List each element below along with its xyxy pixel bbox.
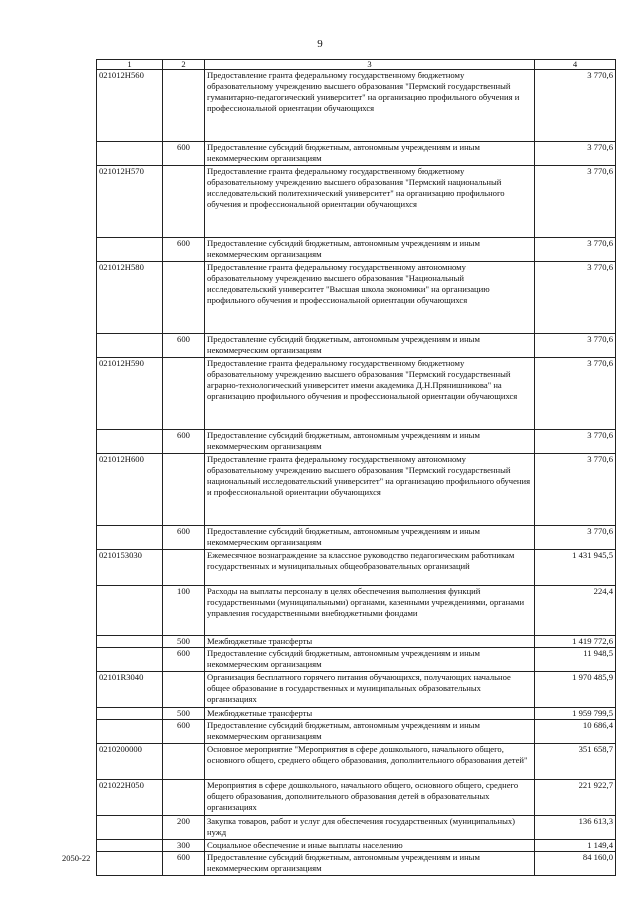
row-target-code (97, 852, 163, 876)
row-amount: 3 770,6 (535, 70, 616, 142)
row-amount: 224,4 (535, 586, 616, 636)
column-header-2: 2 (163, 60, 205, 70)
row-amount: 1 431 945,5 (535, 550, 616, 586)
row-name: Предоставление субсидий бюджетным, автономным учреждениям и иным некоммерческим организациям (205, 238, 535, 262)
row-expense-type (163, 744, 205, 780)
row-target-code (97, 840, 163, 852)
row-name: Предоставление субсидий бюджетным, автономным учреждениям и иным некоммерческим организациям (205, 430, 535, 454)
row-amount: 3 770,6 (535, 142, 616, 166)
row-amount: 3 770,6 (535, 526, 616, 550)
row-expense-type: 600 (163, 430, 205, 454)
row-amount: 3 770,6 (535, 358, 616, 430)
row-target-code (97, 430, 163, 454)
row-expense-type (163, 672, 205, 708)
row-expense-type: 500 (163, 708, 205, 720)
row-target-code: 021012Н600 (97, 454, 163, 526)
table-row (97, 780, 616, 816)
row-expense-type (163, 70, 205, 142)
row-target-code: 021012Н590 (97, 358, 163, 430)
row-amount: 1 149,4 (535, 840, 616, 852)
row-target-code: 021012Н580 (97, 262, 163, 334)
table-header-row (97, 60, 616, 70)
row-expense-type (163, 454, 205, 526)
row-expense-type (163, 166, 205, 238)
row-target-code (97, 142, 163, 166)
row-name: Мероприятия в сфере дошкольного, начального общего, основного общего, среднего общего образования, дополнительного образования детей в образовательных организациях (205, 780, 535, 816)
row-expense-type (163, 550, 205, 586)
row-amount: 3 770,6 (535, 334, 616, 358)
row-name: Организация бесплатного горячего питания обучающихся, получающих начальное общее образование в государственных и муниципальных образовательных организациях (205, 672, 535, 708)
row-target-code: 0210200000 (97, 744, 163, 780)
column-header-4: 4 (535, 60, 616, 70)
table-row (97, 142, 616, 166)
table-row (97, 708, 616, 720)
row-name: Закупка товаров, работ и услуг для обеспечения государственных (муниципальных) нужд (205, 816, 535, 840)
row-amount: 3 770,6 (535, 238, 616, 262)
row-target-code: 021012Н570 (97, 166, 163, 238)
row-expense-type: 200 (163, 816, 205, 840)
row-name: Предоставление субсидий бюджетным, автономным учреждениям и иным некоммерческим организациям (205, 142, 535, 166)
page-number: 9 (317, 38, 323, 50)
row-name: Предоставление субсидий бюджетным, автономным учреждениям и иным некоммерческим организациям (205, 852, 535, 876)
row-amount: 3 770,6 (535, 262, 616, 334)
row-expense-type: 600 (163, 648, 205, 672)
footer-document-code: 2050-22 (62, 853, 91, 863)
row-name: Ежемесячное вознаграждение за классное руководство педагогическим работникам государственных и муниципальных общеобразовательных организаций (205, 550, 535, 586)
row-target-code: 021022Н050 (97, 780, 163, 816)
table-row (97, 454, 616, 526)
row-expense-type: 600 (163, 142, 205, 166)
table-body (97, 70, 616, 876)
table-row (97, 852, 616, 876)
row-name: Предоставление гранта федеральному государственному бюджетному образовательному учреждению высшего образования "Пермский государственный аграрно-технологический университет имени академика Д.Н.Прянишникова" на организацию профильного обучения и профессиональной ориентации обучающихся (205, 358, 535, 430)
table-row (97, 70, 616, 142)
table-row (97, 586, 616, 636)
row-expense-type: 600 (163, 238, 205, 262)
column-header-1: 1 (97, 60, 163, 70)
row-name: Основное мероприятие "Мероприятия в сфере дошкольного, начального общего, основного общего, среднего общего образования, дополнительного образования детей" (205, 744, 535, 780)
row-amount: 3 770,6 (535, 430, 616, 454)
row-target-code: 02101R3040 (97, 672, 163, 708)
row-amount: 221 922,7 (535, 780, 616, 816)
table-row (97, 430, 616, 454)
row-name: Предоставление субсидий бюджетным, автономным учреждениям и иным некоммерческим организациям (205, 648, 535, 672)
row-name: Межбюджетные трансферты (205, 708, 535, 720)
table-row (97, 526, 616, 550)
column-header-3: 3 (205, 60, 535, 70)
row-amount: 136 613,3 (535, 816, 616, 840)
row-expense-type: 600 (163, 334, 205, 358)
row-expense-type (163, 780, 205, 816)
row-target-code (97, 636, 163, 648)
row-amount: 84 160,0 (535, 852, 616, 876)
row-expense-type: 600 (163, 852, 205, 876)
row-name: Предоставление субсидий бюджетным, автономным учреждениям и иным некоммерческим организациям (205, 526, 535, 550)
row-target-code: 021012Н560 (97, 70, 163, 142)
row-name: Социальное обеспечение и иные выплаты населению (205, 840, 535, 852)
table-row (97, 238, 616, 262)
row-amount: 10 686,4 (535, 720, 616, 744)
row-target-code (97, 238, 163, 262)
table-row (97, 358, 616, 430)
row-amount: 3 770,6 (535, 166, 616, 238)
row-amount: 1 970 485,9 (535, 672, 616, 708)
row-amount: 3 770,6 (535, 454, 616, 526)
row-expense-type: 100 (163, 586, 205, 636)
row-name: Предоставление гранта федеральному государственному автономному образовательному учреждению высшего образования "Национальный исследовательский университет "Высшая школа экономики" на организацию профильного обучения и профессиональной ориентации обучающихся (205, 262, 535, 334)
table-row (97, 744, 616, 780)
row-name: Предоставление гранта федеральному государственному автономному образовательному учреждению высшего образования "Пермский государственный национальный исследовательский университет" на организацию профильного обучения и профессиональной ориентации обучающихся (205, 454, 535, 526)
table-row (97, 672, 616, 708)
table-row (97, 816, 616, 840)
row-name: Предоставление субсидий бюджетным, автономным учреждениям и иным некоммерческим организациям (205, 334, 535, 358)
table-row (97, 720, 616, 744)
row-expense-type (163, 358, 205, 430)
row-amount: 351 658,7 (535, 744, 616, 780)
row-expense-type: 300 (163, 840, 205, 852)
row-amount: 1 419 772,6 (535, 636, 616, 648)
row-name: Предоставление гранта федеральному государственному бюджетному образовательному учреждению высшего образования "Пермский государственный гуманитарно-педагогический университет" на организацию профильного обучения и профессиональной ориентации обучающихся (205, 70, 535, 142)
row-expense-type: 600 (163, 720, 205, 744)
row-name: Предоставление субсидий бюджетным, автономным учреждениям и иным некоммерческим организациям (205, 720, 535, 744)
table-row (97, 550, 616, 586)
row-name: Предоставление гранта федеральному государственному бюджетному образовательному учреждению высшего образования "Пермский национальный исследовательский политехнический университет" на организацию профильного обучения и профессиональной ориентации обучающихся (205, 166, 535, 238)
row-amount: 1 959 799,5 (535, 708, 616, 720)
row-name: Межбюджетные трансферты (205, 636, 535, 648)
row-target-code (97, 586, 163, 636)
row-target-code (97, 648, 163, 672)
table-row (97, 166, 616, 238)
row-target-code (97, 720, 163, 744)
row-target-code (97, 526, 163, 550)
row-amount: 11 948,5 (535, 648, 616, 672)
row-target-code (97, 708, 163, 720)
table-row (97, 334, 616, 358)
row-expense-type (163, 262, 205, 334)
table-row (97, 262, 616, 334)
row-expense-type: 600 (163, 526, 205, 550)
row-target-code (97, 334, 163, 358)
table-row (97, 636, 616, 648)
row-name: Расходы на выплаты персоналу в целях обеспечения выполнения функций государственными (муниципальными) органами, казенными учреждениями, органами управления государственными внебюджетными фондами (205, 586, 535, 636)
row-expense-type: 500 (163, 636, 205, 648)
row-target-code (97, 816, 163, 840)
row-target-code: 0210153030 (97, 550, 163, 586)
budget-table (96, 59, 616, 876)
table-row (97, 648, 616, 672)
table-row (97, 840, 616, 852)
